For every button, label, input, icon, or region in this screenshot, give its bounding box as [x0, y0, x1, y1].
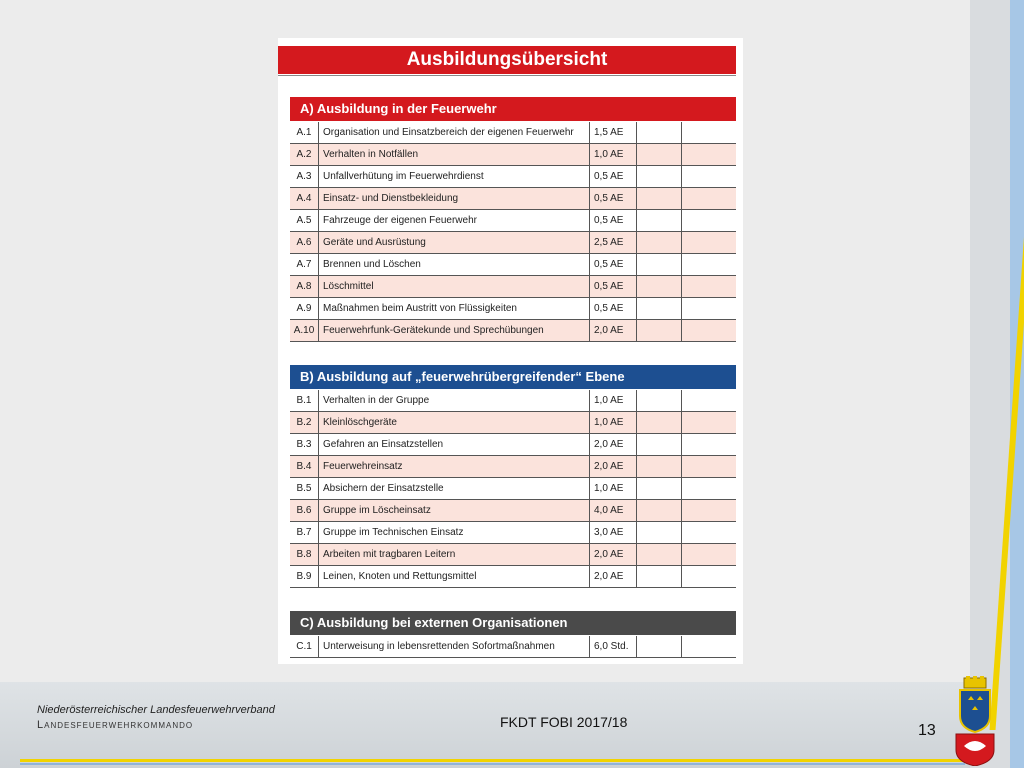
row-code: A.6 [290, 232, 319, 253]
empty-cell-2 [682, 500, 736, 521]
row-units: 0,5 AE [590, 298, 637, 319]
empty-cell-1 [637, 544, 682, 565]
empty-cell-1 [637, 188, 682, 209]
empty-cell-1 [637, 122, 682, 143]
empty-cell-2 [682, 390, 736, 411]
title-divider [278, 75, 736, 76]
table-row [290, 434, 736, 456]
row-units: 6,0 Std. [590, 636, 637, 657]
row-units: 0,5 AE [590, 254, 637, 275]
organization-command: Landesfeuerwehrkommando [37, 719, 194, 731]
table-row [290, 478, 736, 500]
row-code: A.5 [290, 210, 319, 231]
empty-cell-2 [682, 166, 736, 187]
empty-cell-2 [682, 122, 736, 143]
row-units: 4,0 AE [590, 500, 637, 521]
row-code: A.3 [290, 166, 319, 187]
empty-cell-1 [637, 566, 682, 587]
footer-yellow-line [20, 759, 965, 762]
row-code: B.9 [290, 566, 319, 587]
table-row [290, 188, 736, 210]
row-code: B.7 [290, 522, 319, 543]
empty-cell-2 [682, 188, 736, 209]
empty-cell-2 [682, 320, 736, 341]
empty-cell-1 [637, 254, 682, 275]
empty-cell-1 [637, 434, 682, 455]
row-code: B.5 [290, 478, 319, 499]
empty-cell-1 [637, 166, 682, 187]
row-code: B.6 [290, 500, 319, 521]
empty-cell-1 [637, 232, 682, 253]
row-title: Löschmittel [319, 276, 590, 297]
empty-cell-2 [682, 232, 736, 253]
row-units: 1,0 AE [590, 390, 637, 411]
empty-cell-1 [637, 298, 682, 319]
row-code: A.8 [290, 276, 319, 297]
document-title: Ausbildungsübersicht [278, 46, 736, 74]
empty-cell-2 [682, 456, 736, 477]
empty-cell-2 [682, 478, 736, 499]
section-b-heading: B) Ausbildung auf „feuerwehrübergreifender“ Ebene [290, 365, 736, 389]
row-title: Feuerwehreinsatz [319, 456, 590, 477]
row-units: 0,5 AE [590, 188, 637, 209]
empty-cell-1 [637, 636, 682, 657]
row-title: Verhalten in Notfällen [319, 144, 590, 165]
table-row [290, 500, 736, 522]
row-units: 2,0 AE [590, 566, 637, 587]
section-a-heading: A) Ausbildung in der Feuerwehr [290, 97, 736, 121]
table-row [290, 232, 736, 254]
page-number: 13 [918, 722, 936, 739]
row-units: 1,0 AE [590, 144, 637, 165]
row-code: A.2 [290, 144, 319, 165]
row-units: 3,0 AE [590, 522, 637, 543]
section-c-rows [290, 636, 736, 658]
row-title: Maßnahmen beim Austritt von Flüssigkeiten [319, 298, 590, 319]
coat-of-arms-logo-icon [952, 676, 998, 766]
section-c-heading: C) Ausbildung bei externen Organisationen [290, 611, 736, 635]
row-code: C.1 [290, 636, 319, 657]
empty-cell-1 [637, 412, 682, 433]
row-units: 1,5 AE [590, 122, 637, 143]
table-row [290, 390, 736, 412]
empty-cell-2 [682, 298, 736, 319]
table-row [290, 412, 736, 434]
table-row [290, 544, 736, 566]
row-code: B.2 [290, 412, 319, 433]
row-units: 0,5 AE [590, 166, 637, 187]
course-label: FKDT FOBI 2017/18 [500, 714, 628, 730]
empty-cell-2 [682, 434, 736, 455]
row-code: A.9 [290, 298, 319, 319]
empty-cell-2 [682, 566, 736, 587]
row-units: 1,0 AE [590, 412, 637, 433]
empty-cell-1 [637, 478, 682, 499]
row-code: A.7 [290, 254, 319, 275]
table-row [290, 210, 736, 232]
row-units: 2,0 AE [590, 544, 637, 565]
row-title: Leinen, Knoten und Rettungsmittel [319, 566, 590, 587]
row-units: 0,5 AE [590, 210, 637, 231]
empty-cell-1 [637, 522, 682, 543]
row-title: Fahrzeuge der eigenen Feuerwehr [319, 210, 590, 231]
empty-cell-1 [637, 144, 682, 165]
table-row [290, 254, 736, 276]
table-row [290, 636, 736, 658]
row-title: Verhalten in der Gruppe [319, 390, 590, 411]
row-units: 2,0 AE [590, 456, 637, 477]
row-title: Geräte und Ausrüstung [319, 232, 590, 253]
empty-cell-2 [682, 544, 736, 565]
empty-cell-2 [682, 412, 736, 433]
table-row [290, 320, 736, 342]
row-title: Kleinlöschgeräte [319, 412, 590, 433]
table-row [290, 456, 736, 478]
row-units: 1,0 AE [590, 478, 637, 499]
section-a-rows [290, 122, 736, 342]
section-b-rows [290, 390, 736, 588]
table-row [290, 298, 736, 320]
empty-cell-1 [637, 210, 682, 231]
table-row [290, 122, 736, 144]
empty-cell-2 [682, 276, 736, 297]
row-units: 2,5 AE [590, 232, 637, 253]
table-row [290, 166, 736, 188]
row-units: 2,0 AE [590, 434, 637, 455]
row-title: Feuerwehrfunk-Gerätekunde und Sprechübungen [319, 320, 590, 341]
row-title: Organisation und Einsatzbereich der eigenen Feuerwehr [319, 122, 590, 143]
row-title: Unterweisung in lebensrettenden Sofortmaßnahmen [319, 636, 590, 657]
row-code: B.1 [290, 390, 319, 411]
row-title: Gefahren an Einsatzstellen [319, 434, 590, 455]
row-title: Einsatz- und Dienstbekleidung [319, 188, 590, 209]
table-row [290, 522, 736, 544]
row-title: Gruppe im Löscheinsatz [319, 500, 590, 521]
row-title: Absichern der Einsatzstelle [319, 478, 590, 499]
table-row [290, 144, 736, 166]
footer-blue-line [20, 763, 965, 765]
empty-cell-1 [637, 320, 682, 341]
row-code: B.4 [290, 456, 319, 477]
empty-cell-2 [682, 254, 736, 275]
row-code: B.3 [290, 434, 319, 455]
row-title: Brennen und Löschen [319, 254, 590, 275]
table-row [290, 276, 736, 298]
row-units: 2,0 AE [590, 320, 637, 341]
empty-cell-1 [637, 500, 682, 521]
empty-cell-2 [682, 210, 736, 231]
training-overview-document [278, 38, 743, 664]
row-code: B.8 [290, 544, 319, 565]
row-units: 0,5 AE [590, 276, 637, 297]
table-row [290, 566, 736, 588]
row-code: A.10 [290, 320, 319, 341]
row-title: Unfallverhütung im Feuerwehrdienst [319, 166, 590, 187]
empty-cell-1 [637, 456, 682, 477]
row-code: A.1 [290, 122, 319, 143]
row-title: Arbeiten mit tragbaren Leitern [319, 544, 590, 565]
empty-cell-1 [637, 390, 682, 411]
organization-name: Niederösterreichischer Landesfeuerwehrverband [37, 704, 275, 716]
empty-cell-1 [637, 276, 682, 297]
empty-cell-2 [682, 144, 736, 165]
empty-cell-2 [682, 522, 736, 543]
row-code: A.4 [290, 188, 319, 209]
row-title: Gruppe im Technischen Einsatz [319, 522, 590, 543]
empty-cell-2 [682, 636, 736, 657]
